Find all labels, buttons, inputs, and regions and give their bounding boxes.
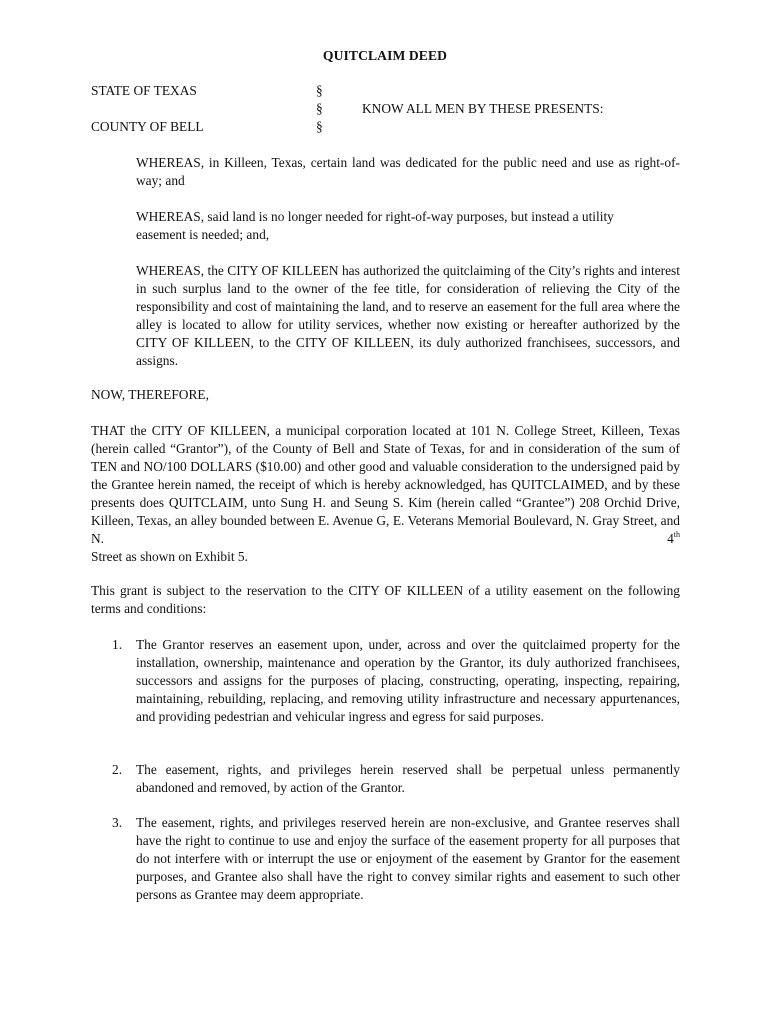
grant-text: THAT the CITY OF KILLEEN, a municipal corporation located at 101 N. College Street, Killeen, Texas (herein called “Grantor”), of the County of Bell and State of Texas, for and in consideration of the sum of TEN and NO/100 DOLLARS ($10.00) and other good and valuable consideration to the undersigned paid by the Grantee herein named, the receipt of which is hereby acknowledged, has QUITCLAIMED, and by these presents does QUITCLAIM, unto Sung H. and Seung S. Kim (herein called “Grantee”) 208 Orchid Drive, Killeen, Texas, an alley bounded between E. Avenue G, E. Veterans Memorial Boulevard, N. Gray Street, and N. 4 xyxy=(91,423,680,546)
whereas-text: WHEREAS, in Killeen, Texas, certain land was dedicated for the public need and use as right-of-way; and xyxy=(136,155,680,188)
state-label: STATE OF TEXAS xyxy=(91,83,197,98)
whereas-text: WHEREAS, the CITY OF KILLEEN has authorized the quitclaiming of the City’s rights and interest in such surplus land to the owner of the fee title, for consideration of relieving the City of the responsibility and cost of maintaining the land, and to reserve an easement for the full area where the alley is located to allow for utility services, whether now existing or hereafter authorized by the CITY OF KILLEEN, to the CITY OF KILLEEN, its duly authorized franchisees, successors, and assigns. xyxy=(136,263,680,368)
now-therefore-line: NOW, THEREFORE, xyxy=(91,387,209,402)
whereas-paragraph-2 xyxy=(136,208,646,244)
grant-paragraph xyxy=(91,422,680,566)
condition-number: 1. xyxy=(112,637,123,652)
condition-text: The easement, rights, and privileges herein reserved shall be perpetual unless permanently abandoned and removed, by action of the Grantor. xyxy=(136,762,680,795)
grant-text-end: Street as shown on Exhibit 5. xyxy=(91,549,248,564)
know-all-men-line: KNOW ALL MEN BY THESE PRESENTS: xyxy=(362,101,604,116)
condition-number: 3. xyxy=(112,815,123,830)
page-title: QUITCLAIM DEED xyxy=(322,48,448,63)
condition-number: 2. xyxy=(112,762,123,777)
subject-to-text: This grant is subject to the reservation to the CITY OF KILLEEN of a utility easement on the following terms and conditions: xyxy=(91,583,680,616)
section-mark: § xyxy=(316,101,323,116)
whereas-paragraph-3 xyxy=(136,262,680,370)
whereas-text: WHEREAS, said land is no longer needed for right-of-way purposes, but instead a utility easement is needed; and, xyxy=(136,209,614,242)
section-mark: § xyxy=(316,83,323,98)
ordinal-suffix: th xyxy=(673,530,680,539)
whereas-paragraph-1 xyxy=(136,154,680,190)
county-label: COUNTY OF BELL xyxy=(91,119,204,134)
subject-to-paragraph xyxy=(91,582,680,618)
section-mark: § xyxy=(316,119,323,134)
condition-text: The easement, rights, and privileges reserved herein are non-exclusive, and Grantee reserves shall have the right to continue to use and enjoy the surface of the easement property for all purposes that do not interfere with or interrupt the use or enjoyment of the easement by Grantor for the easement purposes, and Grantee also shall have the right to convey similar rights and easement to such other persons as Grantee may deem appropriate. xyxy=(136,815,680,902)
condition-text: The Grantor reserves an easement upon, under, across and over the quitclaimed property for the installation, ownership, maintenance and operation by the Grantor, its duly authorized franchisees, successors and assigns for the purposes of placing, constructing, operating, inspecting, repairing, maintaining, rebuilding, replacing, and removing utility infrastructure and necessary appurtenances, and providing pedestrian and vehicular ingress and egress for said purposes. xyxy=(136,637,680,724)
